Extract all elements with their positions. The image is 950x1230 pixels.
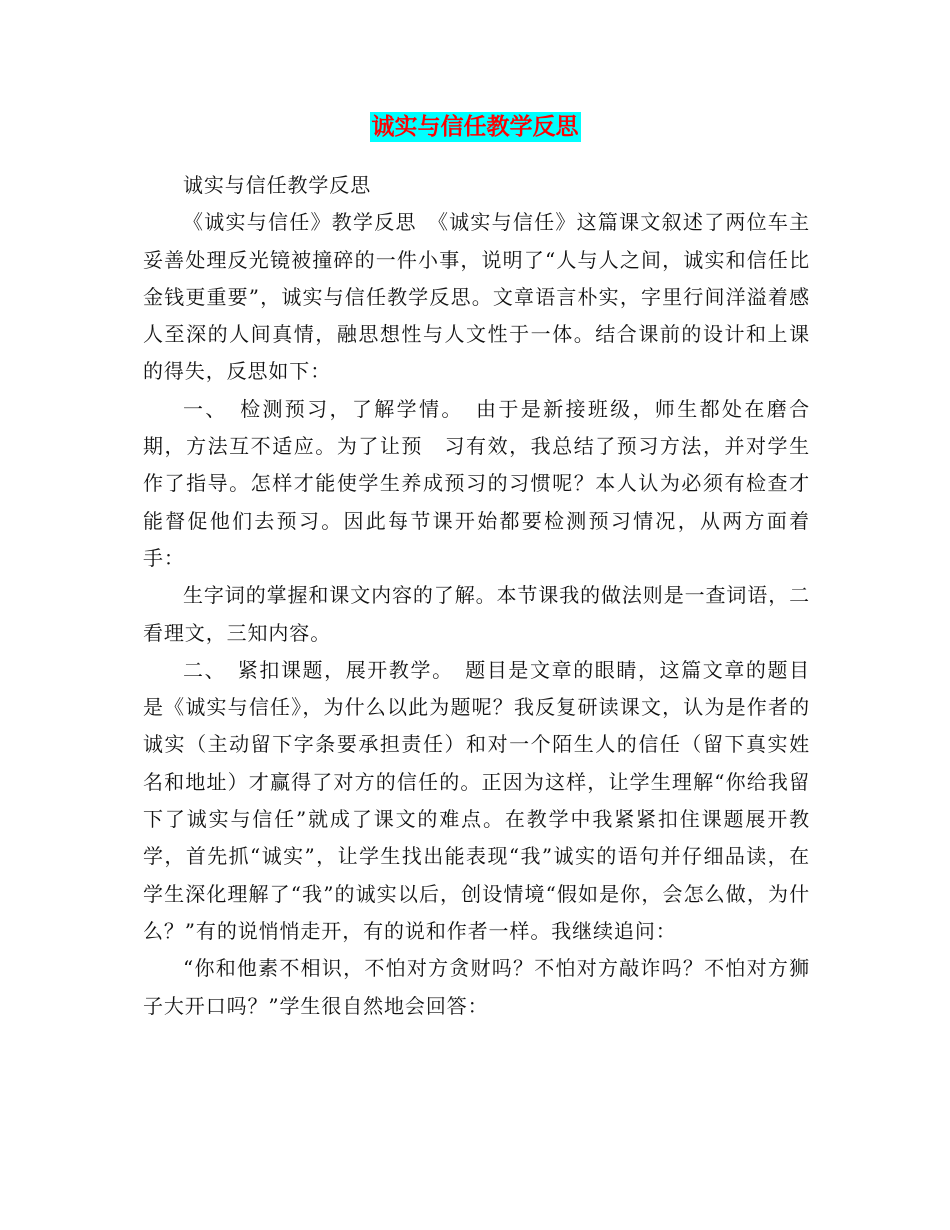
document-title: 诚实与信任教学反思 — [371, 114, 579, 140]
paragraph-intro: 《诚实与信任》教学反思 《诚实与信任》这篇课文叙述了两位车主妥善处理反光镜被撞碎的一件小事，说明了“人与人之间，诚实和信任比金钱更重要”，诚实与信任教学反思。文章语言朴实，字里行间洋溢着感人至深的人间真情，融思想性与人文性于一体。结合课前的设计和上课的得失，反思如下： — [143, 210, 810, 384]
paragraph-section-one: 一、 检测预习，了解学情。 由于是新接班级，师生都处在磨合期，方法互不适应。为了让预 习有效，我总结了预习方法，并对学生作了指导。怎样才能使学生养成预习的习惯呢？本人认为必须有检查才能督促他们去预习。因此每节课开始都要检测预习情况，从两方面着手： — [143, 396, 810, 570]
paragraph-question: “你和他素不相识，不怕对方贪财吗？不怕对方敲诈吗？不怕对方狮子大开口吗？”学生很自然地会回答： — [143, 956, 810, 1018]
paragraph-section-one-detail: 生字词的掌握和课文内容的了解。本节课我的做法则是一查词语，二看理文，三知内容。 — [143, 583, 810, 645]
paragraph-subtitle: 诚实与信任教学反思 — [183, 173, 372, 197]
paragraph-section-two: 二、 紧扣课题，展开教学。 题目是文章的眼睛，这篇文章的题目是《诚实与信任》，为什么以此为题呢？我反复研读课文，认为是作者的诚实（主动留下字条要承担责任）和对一个陌生人的信任（留下真实姓名和地址）才赢得了对方的信任的。正因为这样，让学生理解“你给我留下了诚实与信任”就成了课文的难点。在教学中我紧紧扣住课题展开教学，首先抓“诚实”，让学生找出能表现“我”诚实的语句并仔细品读，在学生深化理解了“我”的诚实以后，创设情境“假如是你，会怎么做，为什么？”有的说悄悄走开，有的说和作者一样。我继续追问： — [143, 657, 810, 943]
document-body — [143, 167, 810, 1025]
title-container — [0, 112, 950, 142]
